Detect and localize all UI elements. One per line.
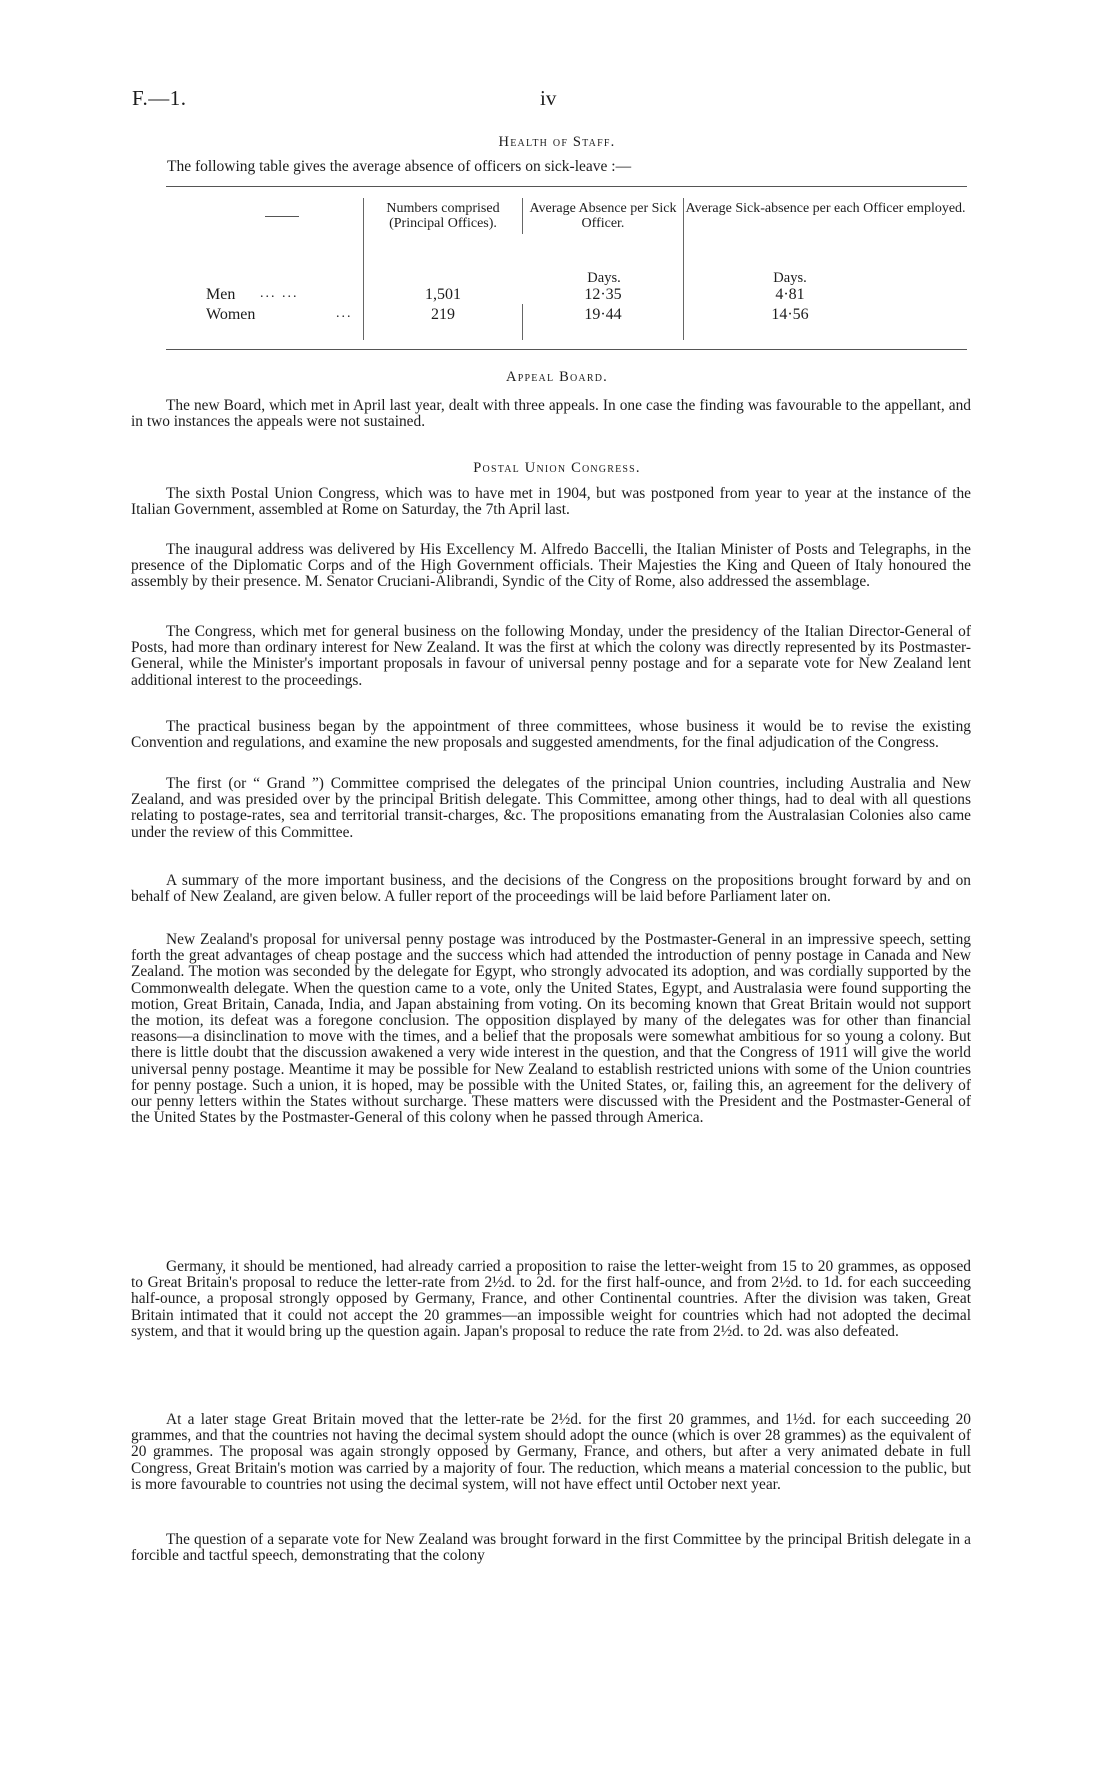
row-label: Men [206, 286, 236, 303]
paragraph-6: A summary of the more important business, and the decisions of the Congress on the propositions brought forward by and on behalf of New Zealand, are given below. A fuller report of the proceedings will be laid before Parliament later on. [131, 872, 971, 906]
paragraph-3: The Congress, which met for general business on the following Monday, under the presidency of the Italian Director-General of Posts, had more than ordinary interest for New Zealand. It was the first at which the colony was directly represented by its Postmaster-General, while the Minister's important proposals in favour of universal penny postage and for a separate vote for New Zealand lent additional interest to the proceedings. [131, 623, 971, 689]
page-number: iv [540, 86, 557, 110]
paragraph-9: At a later stage Great Britain moved that the letter-rate be 2½d. for the first 20 grammes, and 1½d. for each succeeding 20 grammes, and that the countries not having the decimal system should adopt the ounce (which is over 28 grammes) as the equivalent of 20 grammes. The proposal was again strongly opposed by Germany, France, and others, but after a very animated debate in full Congress, Great Britain's motion was carried by a majority of four. The reduction, which means a material concession to the public, but is more favourable to countries not using the decimal system, will not have effect until October next year. [131, 1411, 971, 1493]
health-of-staff-heading: Health of Staff. [498, 134, 616, 150]
days-unit-label: Days. [773, 270, 807, 286]
table-bottom-rule [166, 349, 967, 350]
paragraph-10: The question of a separate vote for New Zealand was brought forward in the first Committee by the principal British delegate in a forcible and tactful speech, demonstrating that the colony [131, 1531, 971, 1565]
paragraph-7: New Zealand's proposal for universal penny postage was introduced by the Postmaster-General in an impressive speech, setting forth the great advantages of cheap postage and the success which had attended the introduction of penny postage in Canada and New Zealand. The motion was seconded by the delegate for Egypt, who strongly advocated its adoption, and was cordially supported by the Commonwealth delegate. When the question came to a vote, only the United States, Egypt, and Australasia were found supporting the motion, Great Britain, Canada, India, and Japan abstaining from voting. On its becoming known that Great Britain would not support the motion, its defeat was a foregone conclusion. The opposition displayed by many of the delegates was for other than financial reasons—a disinclination to move with the times, and a belief that the proposals were somewhat ambitious for so young a colony. But there is little doubt that the discussion awakened a very wide interest in the question, and that the Congress of 1911 will give the world universal penny postage. Meantime it may be possible for New Zealand to establish restricted unions with some of the Union countries for penny postage. Such a union, it is hoped, may be possible with the United States, or, failing this, an agreement for the delivery of our penny letters within the States without surcharge. These matters were discussed with the President and the Postmaster-General of the United States by the Postmaster-General of this colony when he passed through America. [131, 931, 971, 1127]
dot-leader: ... ... [260, 286, 299, 301]
table-top-rule [166, 186, 967, 187]
column-header-avg-absence: Average Absence per Sick Officer. [529, 201, 677, 231]
appeal-board-heading: Appeal Board. [506, 369, 608, 385]
avg-sick-cell: 12·35 [584, 286, 622, 303]
table-col-divider [683, 198, 684, 340]
sick-leave-table [166, 186, 967, 350]
paragraph-1: The sixth Postal Union Congress, which was to have met in 1904, but was postponed from year to year at the instance of the Italian Government, assembled at Rome on Saturday, the 7th April last. [131, 485, 971, 519]
days-unit-label: Days. [587, 270, 621, 286]
table-corner-dash [265, 216, 299, 217]
avg-sick-cell: 19·44 [584, 306, 622, 323]
paragraph-8: Germany, it should be mentioned, had already carried a proposition to raise the letter-weight from 15 to 20 grammes, as opposed to Great Britain's proposal to reduce the letter-rate from 2½d. to 2d. for the first half-ounce, and from 2½d. to 1d. for each succeeding half-ounce, a proposal strongly opposed by Germany, France, and other Continental countries. After the division was taken, Great Britain intimated that it could not accept the 20 grammes—an impossible weight for countries which had not adopted the decimal system, and that it would bring up the question again. Japan's proposal to reduce the rate from 2½d. to 2d. was also defeated. [131, 1258, 971, 1340]
appeal-board-paragraph: The new Board, which met in April last year, dealt with three appeals. In one case the finding was favourable to the appellant, and in two instances the appeals were not sustained. [131, 397, 971, 431]
paragraph-5: The first (or “ Grand ”) Committee comprised the delegates of the principal Union countries, including Australia and New Zealand, and was presided over by the principal British delegate. This Committee, among other things, had to deal with all questions relating to postage-rates, sea and territorial transit-charges, &c. The propositions emanating from the Australasian Colonies also came under the review of this Committee. [131, 775, 971, 841]
paragraph-4: The practical business began by the appointment of three committees, whose business it would be to revise the existing Convention and regulations, and examine the new proposals and suggested amendments, for the final adjudication of the Congress. [131, 718, 971, 752]
column-header-avg-sick-absence: Average Sick-absence per each Officer employed. [685, 201, 966, 216]
avg-each-cell: 14·56 [771, 306, 809, 323]
paragraph-2: The inaugural address was delivered by His Excellency M. Alfredo Baccelli, the Italian Minister of Posts and Telegraphs, in the presence of the Diplomatic Corps and of the High Government officials. Their Majesties the King and Queen of Italy honoured the assembly by their presence. M. Senator Cruciani-Alibrandi, Syndic of the City of Rome, also addressed the assemblage. [131, 541, 971, 591]
number-cell: 1,501 [425, 286, 461, 303]
column-header-numbers: Numbers comprised (Principal Offices). [386, 201, 500, 231]
number-cell: 219 [431, 306, 455, 323]
document-reference: F.—1. [132, 86, 187, 110]
health-intro-text: The following table gives the average absence of officers on sick-leave :— [167, 158, 632, 175]
postal-union-heading: Postal Union Congress. [473, 460, 641, 476]
dot-leader: ... [336, 306, 353, 321]
avg-each-cell: 4·81 [775, 286, 805, 303]
row-label: Women [206, 306, 256, 323]
